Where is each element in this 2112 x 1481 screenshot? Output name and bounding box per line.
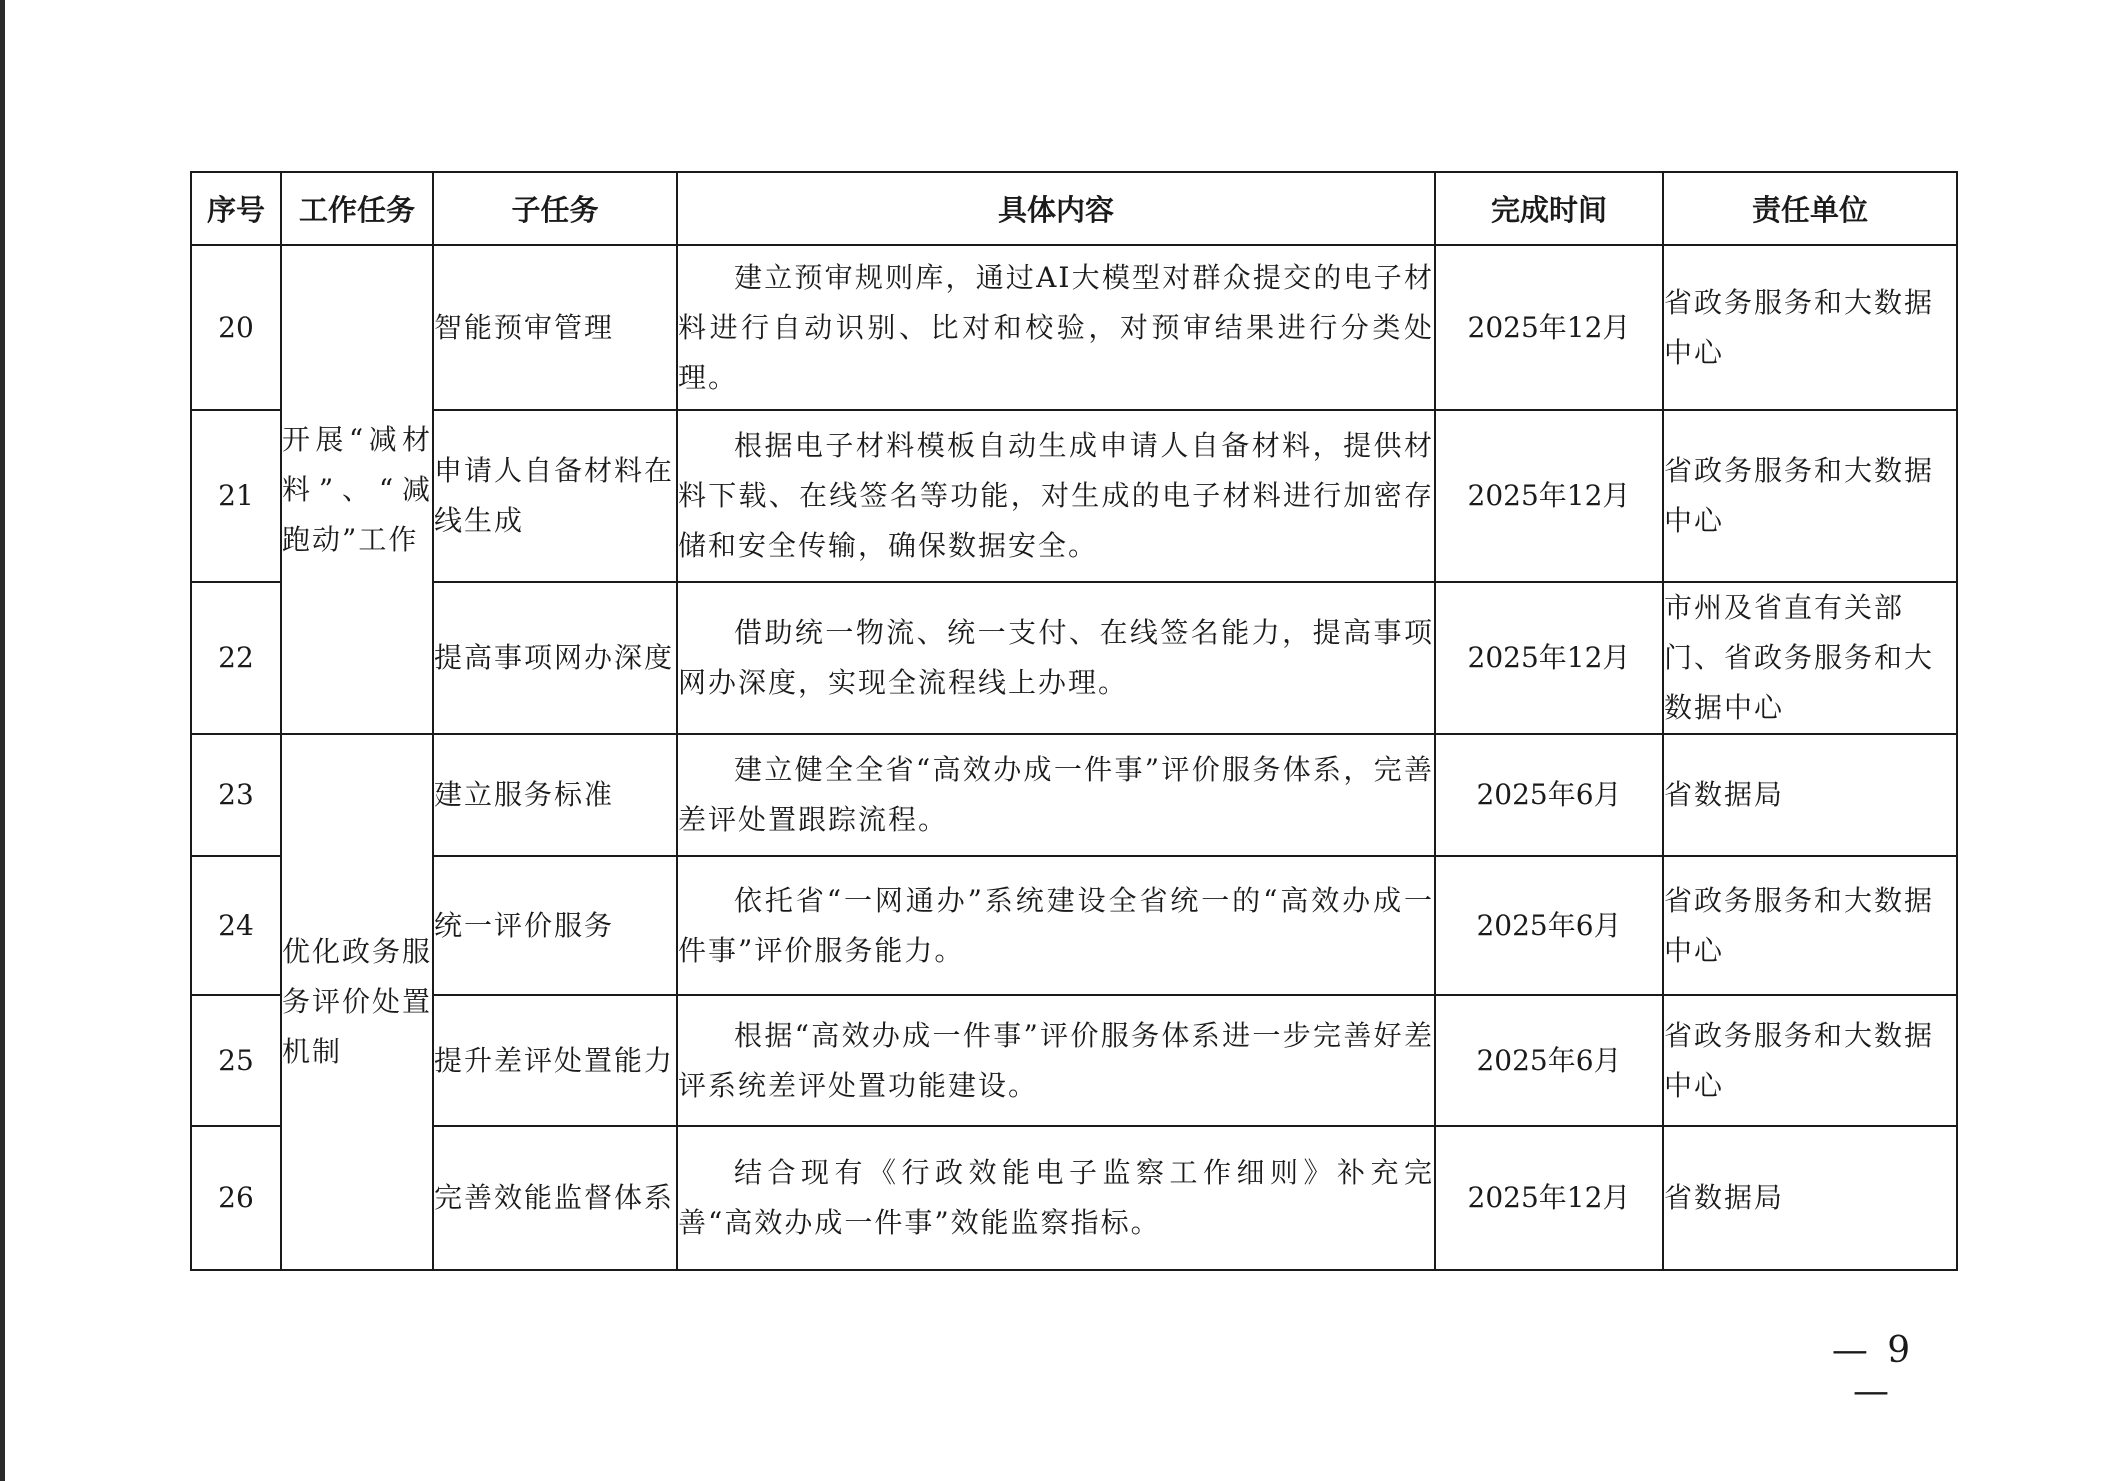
header-task: 工作任务 <box>281 172 433 245</box>
table-row <box>191 856 1957 995</box>
content-cell: 建立预审规则库，通过AI大模型对群众提交的电子材料进行自动识别、比对和校验，对预审结果进行分类处理。 <box>677 245 1435 410</box>
row-number: 25 <box>191 995 281 1126</box>
deadline-cell: 2025年6月 <box>1435 995 1663 1126</box>
deadline-cell: 2025年12月 <box>1435 245 1663 410</box>
unit-cell: 省数据局 <box>1663 1126 1957 1270</box>
table-row <box>191 734 1957 856</box>
content-cell: 依托省“一网通办”系统建设全省统一的“高效办成一件事”评价服务能力。 <box>677 856 1435 995</box>
deadline-cell: 2025年6月 <box>1435 856 1663 995</box>
table-row <box>191 1126 1957 1270</box>
row-number: 26 <box>191 1126 281 1270</box>
header-subtask: 子任务 <box>433 172 677 245</box>
table-row <box>191 995 1957 1126</box>
table-header-row <box>191 172 1957 245</box>
subtask-cell: 统一评价服务 <box>433 856 677 995</box>
subtask-cell: 提高事项网办深度 <box>433 582 677 734</box>
deadline-cell: 2025年12月 <box>1435 410 1663 582</box>
row-number: 23 <box>191 734 281 856</box>
deadline-cell: 2025年12月 <box>1435 582 1663 734</box>
unit-cell: 省政务服务和大数据中心 <box>1663 856 1957 995</box>
subtask-cell: 完善效能监督体系 <box>433 1126 677 1270</box>
header-unit: 责任单位 <box>1663 172 1957 245</box>
content-cell: 借助统一物流、统一支付、在线签名能力，提高事项网办深度，实现全流程线上办理。 <box>677 582 1435 734</box>
row-number: 24 <box>191 856 281 995</box>
work-task-cell: 优化政务服务评价处置机制 <box>281 734 433 1270</box>
work-task-cell: 开展“减材料”、“减跑动”工作 <box>281 245 433 734</box>
row-number: 22 <box>191 582 281 734</box>
deadline-cell: 2025年6月 <box>1435 734 1663 856</box>
unit-cell: 市州及省直有关部门、省政务服务和大数据中心 <box>1663 582 1957 734</box>
unit-cell: 省政务服务和大数据中心 <box>1663 245 1957 410</box>
table-row <box>191 582 1957 734</box>
content-cell: 根据“高效办成一件事”评价服务体系进一步完善好差评系统差评处置功能建设。 <box>677 995 1435 1126</box>
header-time: 完成时间 <box>1435 172 1663 245</box>
deadline-cell: 2025年12月 <box>1435 1126 1663 1270</box>
task-table <box>190 171 1958 1271</box>
subtask-cell: 提升差评处置能力 <box>433 995 677 1126</box>
table-row <box>191 410 1957 582</box>
subtask-cell: 智能预审管理 <box>433 245 677 410</box>
page-number: — 9 — <box>1831 1330 1915 1412</box>
page-edge <box>0 0 5 1481</box>
content-cell: 结合现有《行政效能电子监察工作细则》补充完善“高效办成一件事”效能监察指标。 <box>677 1126 1435 1270</box>
subtask-cell: 建立服务标准 <box>433 734 677 856</box>
header-content: 具体内容 <box>677 172 1435 245</box>
subtask-cell: 申请人自备材料在线生成 <box>433 410 677 582</box>
unit-cell: 省政务服务和大数据中心 <box>1663 995 1957 1126</box>
row-number: 20 <box>191 245 281 410</box>
content-cell: 建立健全全省“高效办成一件事”评价服务体系，完善差评处置跟踪流程。 <box>677 734 1435 856</box>
table-row <box>191 245 1957 410</box>
row-number: 21 <box>191 410 281 582</box>
content-cell: 根据电子材料模板自动生成申请人自备材料，提供材料下载、在线签名等功能，对生成的电子材料进行加密存储和安全传输，确保数据安全。 <box>677 410 1435 582</box>
unit-cell: 省数据局 <box>1663 734 1957 856</box>
unit-cell: 省政务服务和大数据中心 <box>1663 410 1957 582</box>
header-no: 序号 <box>191 172 281 245</box>
